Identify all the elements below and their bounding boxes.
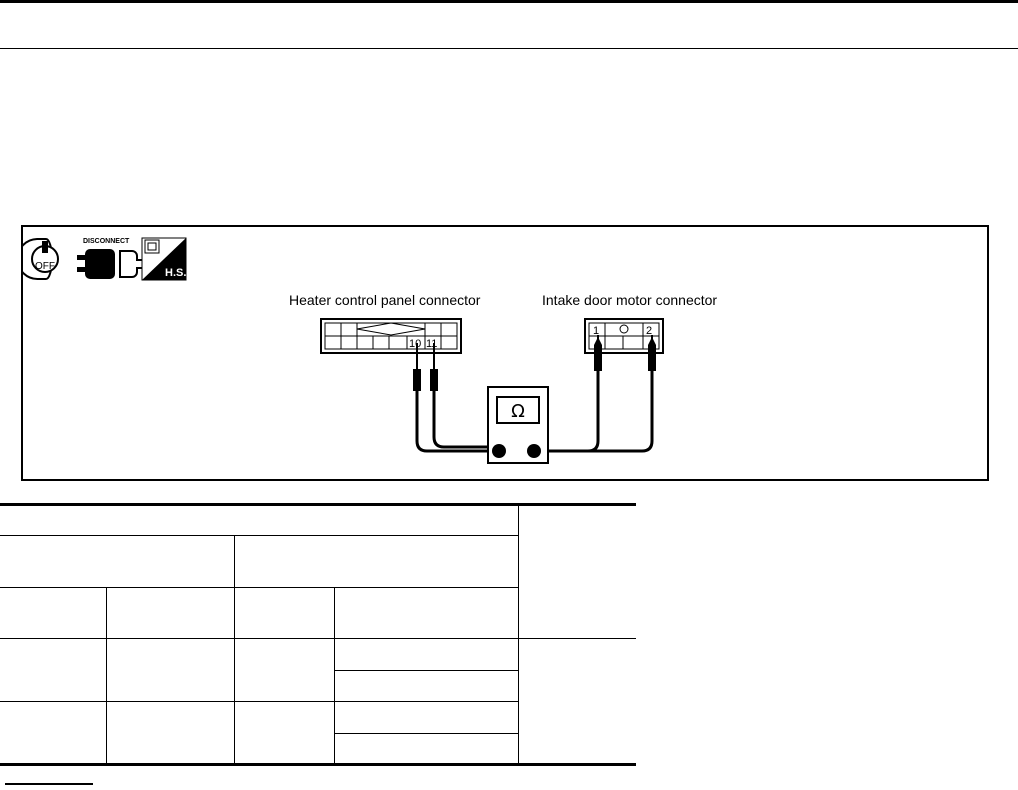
disconnect-connector-icon	[77, 238, 143, 279]
table-header-bottom-rule	[0, 638, 636, 639]
table-bottom-rule	[0, 763, 636, 766]
pin-10-label: 10	[409, 338, 422, 350]
continuity-spec-table	[0, 503, 636, 766]
table-row-line-4	[0, 701, 518, 702]
table-row-line-2	[0, 587, 518, 588]
meter-terminal-left	[492, 444, 506, 458]
pin-11-label: 11	[426, 338, 438, 350]
wiring-diagram-figure	[21, 225, 989, 481]
table-row-line-3	[334, 670, 518, 671]
right-connector-label: Intake door motor connector	[542, 292, 718, 308]
header-bottom-rule	[0, 48, 1018, 49]
wiring-diagram	[23, 227, 991, 483]
ohm-symbol: Ω	[511, 401, 525, 422]
pin-2-label: 2	[646, 325, 653, 337]
footnote-rule	[5, 783, 93, 785]
ignition-off-icon	[23, 239, 58, 279]
hs-text: H.S.	[165, 267, 187, 279]
ohmmeter	[488, 387, 548, 463]
table-col-line-4	[518, 503, 519, 766]
table-top-rule	[0, 503, 636, 506]
meter-terminal-right	[527, 444, 541, 458]
table-col-line-3	[334, 587, 335, 766]
key-off-text: OFF	[35, 261, 55, 272]
left-connector-label: Heater control panel connector	[289, 292, 481, 308]
table-col-line-1	[106, 587, 107, 766]
harness-side-icon	[142, 238, 186, 280]
table-row-line-1	[0, 535, 518, 536]
header-top-rule	[0, 0, 1018, 3]
table-col-line-2	[234, 535, 235, 766]
heater-control-panel-connector	[321, 319, 461, 353]
table-row-line-5	[334, 733, 518, 734]
disconnect-text: DISCONNECT	[83, 238, 130, 245]
pin-1-label: 1	[593, 325, 600, 337]
